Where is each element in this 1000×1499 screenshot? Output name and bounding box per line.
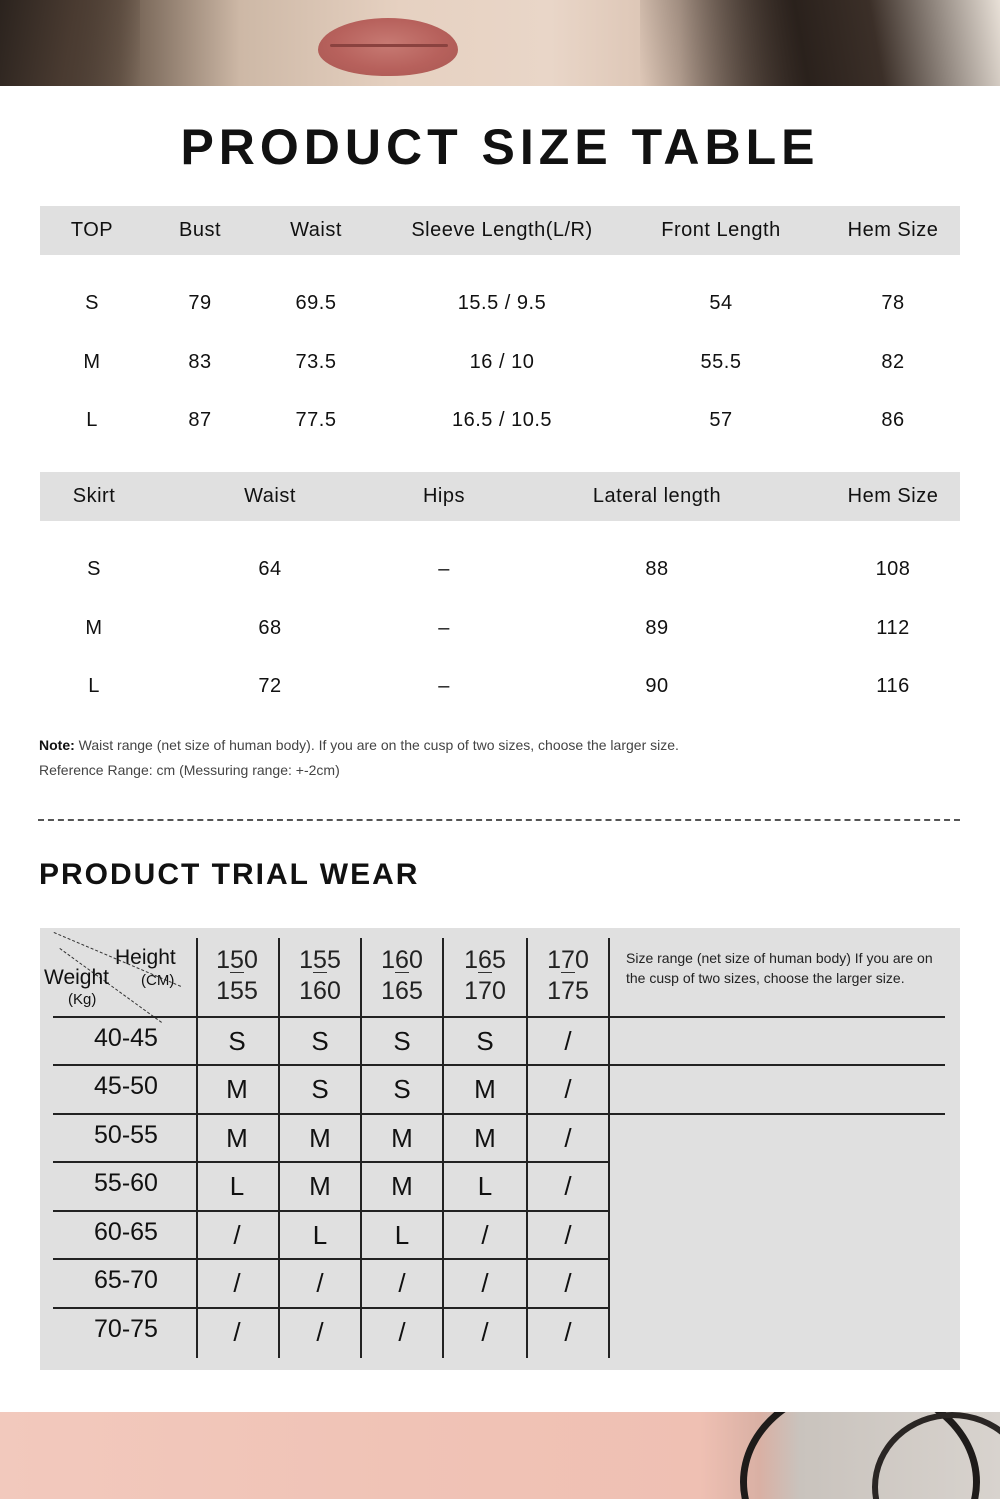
grid-line-horizontal xyxy=(53,1113,945,1115)
column-header: Waist xyxy=(244,485,296,507)
corner-weight-unit: (Kg) xyxy=(68,991,97,1008)
recommended-size: / xyxy=(564,1268,572,1298)
table-cell: 87 xyxy=(188,409,212,431)
recommended-size: M xyxy=(309,1171,331,1201)
table-cell: 82 xyxy=(881,351,905,373)
height-range-header xyxy=(197,942,277,1010)
size-note xyxy=(39,737,679,753)
table-cell: 89 xyxy=(645,617,669,639)
recommended-size: L xyxy=(229,1171,245,1201)
table-cell: 72 xyxy=(258,675,282,697)
lips xyxy=(318,18,458,76)
recommended-size: / xyxy=(481,1317,489,1347)
height-range-header xyxy=(362,942,442,1010)
table-cell: 116 xyxy=(876,675,910,697)
table-cell: – xyxy=(438,675,450,697)
table-cell: 69.5 xyxy=(295,292,337,314)
recommended-size: / xyxy=(481,1268,489,1298)
table-cell: S xyxy=(85,292,99,314)
table-cell: L xyxy=(86,409,98,431)
recommended-size: L xyxy=(394,1220,410,1250)
corner-height-label: Height xyxy=(115,946,176,969)
corner-height-unit: (CM) xyxy=(141,972,175,989)
column-header: Hem Size xyxy=(847,485,939,507)
height-range-header xyxy=(445,942,525,1010)
table-cell: M xyxy=(85,617,103,639)
weight-range-label: 50-55 xyxy=(94,1121,158,1149)
height-range-to: 165 xyxy=(381,977,423,1006)
recommended-size: / xyxy=(233,1220,241,1250)
recommended-size: S xyxy=(476,1026,494,1056)
recommended-size: / xyxy=(398,1317,406,1347)
table-cell: 57 xyxy=(709,409,733,431)
table-cell: L xyxy=(88,675,100,697)
section-divider xyxy=(38,819,960,821)
model-photo-top xyxy=(0,0,1000,86)
recommended-size: M xyxy=(474,1074,496,1104)
top-table-header xyxy=(40,206,960,255)
table-row xyxy=(40,292,960,322)
table-cell: 16 / 10 xyxy=(469,351,535,373)
column-header: Skirt xyxy=(72,485,116,507)
recommended-size: L xyxy=(477,1171,493,1201)
recommended-size: L xyxy=(312,1220,328,1250)
weight-range-label: 40-45 xyxy=(94,1024,158,1052)
recommended-size: / xyxy=(564,1074,572,1104)
table-cell: 54 xyxy=(709,292,733,314)
recommended-size: / xyxy=(564,1171,572,1201)
table-cell: M xyxy=(83,351,101,373)
recommended-size: S xyxy=(228,1026,246,1056)
recommended-size: S xyxy=(393,1074,411,1104)
recommended-size: / xyxy=(316,1268,324,1298)
column-header: Hem Size xyxy=(847,219,939,241)
note-label: Note: xyxy=(39,737,75,753)
height-range-from: 150 xyxy=(216,946,258,974)
recommended-size: / xyxy=(233,1317,241,1347)
reference-range-note: Reference Range: cm (Messuring range: +-2cm) xyxy=(39,762,340,778)
height-range-header xyxy=(528,942,608,1010)
table-cell: – xyxy=(438,617,450,639)
column-header: Waist xyxy=(290,219,342,241)
recommended-size: / xyxy=(398,1268,406,1298)
weight-range-label: 65-70 xyxy=(94,1266,158,1294)
recommended-size: / xyxy=(564,1026,572,1056)
height-range-to: 155 xyxy=(216,977,258,1006)
top-size-table xyxy=(40,206,960,431)
height-range-from: 165 xyxy=(464,946,506,974)
grid-line-horizontal xyxy=(53,1016,945,1018)
column-header: Lateral length xyxy=(592,485,722,507)
grid-line-horizontal xyxy=(53,1064,945,1066)
height-range-to: 175 xyxy=(547,977,589,1006)
table-cell: 86 xyxy=(881,409,905,431)
table-cell: 77.5 xyxy=(295,409,337,431)
hair-right xyxy=(640,0,1000,86)
recommended-size: M xyxy=(309,1123,331,1153)
column-header: TOP xyxy=(70,219,114,241)
table-cell: – xyxy=(438,558,450,580)
recommended-size: S xyxy=(393,1026,411,1056)
recommended-size: M xyxy=(226,1123,248,1153)
note-text: Waist range (net size of human body). If you are on the cusp of two sizes, choose the larger size. xyxy=(74,737,679,753)
table-cell: 83 xyxy=(188,351,212,373)
recommended-size: M xyxy=(226,1074,248,1104)
table-cell: 15.5 / 9.5 xyxy=(457,292,547,314)
height-range-to: 160 xyxy=(299,977,341,1006)
corner-weight-label: Weight xyxy=(44,966,109,989)
skirt-size-table xyxy=(40,472,960,697)
weight-range-label: 60-65 xyxy=(94,1218,158,1246)
height-range-from: 155 xyxy=(299,946,341,974)
table-cell: 90 xyxy=(645,675,669,697)
table-cell: 16.5 / 10.5 xyxy=(451,409,553,431)
height-range-to: 170 xyxy=(464,977,506,1006)
weight-range-label: 70-75 xyxy=(94,1315,158,1343)
column-header: Front Length xyxy=(661,219,781,241)
hair-left xyxy=(0,0,140,86)
table-cell: 68 xyxy=(258,617,282,639)
table-cell: 108 xyxy=(875,558,911,580)
skirt-table-header xyxy=(40,472,960,521)
table-cell: 79 xyxy=(188,292,212,314)
table-row xyxy=(40,558,960,588)
model-photo-bottom xyxy=(0,1412,1000,1499)
recommended-size: / xyxy=(564,1317,572,1347)
table-cell: 55.5 xyxy=(700,351,742,373)
table-cell: 78 xyxy=(881,292,905,314)
height-range-from: 160 xyxy=(381,946,423,974)
column-header: Sleeve Length(L/R) xyxy=(411,219,593,241)
recommended-size: / xyxy=(316,1317,324,1347)
recommended-size: S xyxy=(311,1026,329,1056)
column-header: Bust xyxy=(178,219,222,241)
recommended-size: / xyxy=(233,1268,241,1298)
recommended-size: M xyxy=(391,1171,413,1201)
column-header: Hips xyxy=(422,485,466,507)
recommended-size: M xyxy=(474,1123,496,1153)
recommended-size: / xyxy=(564,1220,572,1250)
height-range-from: 170 xyxy=(547,946,589,974)
trial-side-note: Size range (net size of human body) If you are on the cusp of two sizes, choose the larger size. xyxy=(626,950,933,987)
table-cell: 73.5 xyxy=(295,351,337,373)
table-row xyxy=(40,351,960,381)
table-cell: S xyxy=(87,558,101,580)
table-cell: 64 xyxy=(258,558,282,580)
weight-range-label: 45-50 xyxy=(94,1072,158,1100)
recommended-size: M xyxy=(391,1123,413,1153)
table-row xyxy=(40,409,960,439)
recommended-size: S xyxy=(311,1074,329,1104)
page-title: PRODUCT SIZE TABLE xyxy=(180,119,820,175)
height-range-header xyxy=(280,942,360,1010)
table-cell: 88 xyxy=(645,558,669,580)
trial-wear-table xyxy=(40,928,960,1370)
weight-range-label: 55-60 xyxy=(94,1169,158,1197)
lip-line xyxy=(330,44,448,47)
trial-wear-title: PRODUCT TRIAL WEAR xyxy=(39,858,420,891)
recommended-size: / xyxy=(481,1220,489,1250)
table-row xyxy=(40,675,960,705)
table-cell: 112 xyxy=(876,617,910,639)
recommended-size: / xyxy=(564,1123,572,1153)
table-row xyxy=(40,617,960,647)
